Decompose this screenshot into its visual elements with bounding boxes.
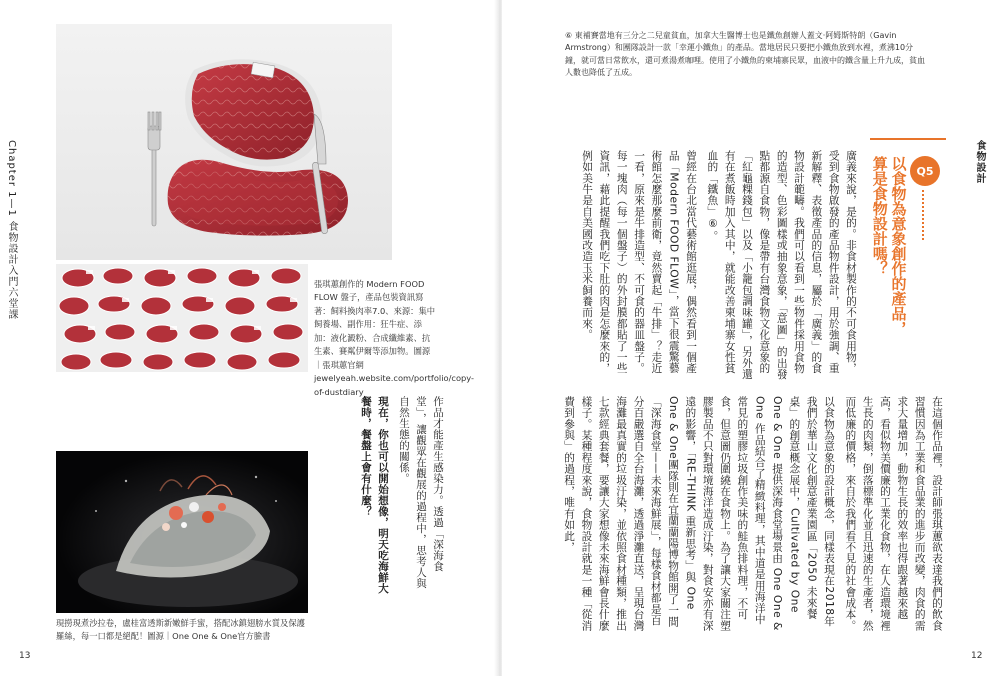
right-body-paragraph: 廣義來說，是的。非食材製作的不可食用物，受到食物啟發的產品物件設計，用於強調、重新解釋、表徵產品的信息，屬於「廣義」的食物設計範疇。我們可以看到一些物件採用食物的造型、色彩圖樣或抽象意象，「意圖」的出發點都源自食物，像是帶有台灣食物文化意象的「紅龜粿錢包」以及「小籠包調味罐」，另外還有在煮飯時加入其中，就能改善柬埔寨女性貧血的「鐵魚」⑥。 [706, 150, 858, 380]
figure-caption-top: 張琪蕙創作的 Modern FOOD FLOW 盤子，產品包裝資訊寫著：飼料換肉率7.0、來源：集中飼養場、副作用：狂牛症、添加：液化澱粉、合成纖維素、抗生素、賽粼伊爾等添加物。圖源｜張琪蕙官網jewelyeah.website.com/portfolio/copy-of-dustdiary [314, 279, 475, 397]
fork-icon [148, 112, 161, 226]
footnote [565, 30, 925, 80]
seafood-dish-illustration [56, 451, 308, 613]
right-page [502, 0, 999, 676]
upper-steak-plate [185, 59, 322, 166]
running-head-left: Chapter 1—1 食物設計入門六堂課 [6, 140, 17, 321]
right-body-paragraph: 在這個作品裡，設計師張琪蕙欲表達我們的飲食習慣因為工業和食品業的進步而改變，肉食的需求大量增加，動物生長的效率也得跟著越來越高，看似物美價廉的工業化食物，在人造環境裡生長的肉類，倒落標準化並且迅速的生產者，然而低廉的價格，來自於我們看不見的社會成本。 [844, 396, 944, 632]
question-title: 以食物為意象創作的產品，算是食物設計嗎？ [870, 156, 908, 336]
steak-plates-illustration [56, 24, 392, 260]
figure-meat-tray-grid [56, 264, 308, 372]
left-page [0, 0, 497, 676]
figure-seafood-dish [56, 451, 308, 613]
folio-right: 12 [971, 651, 983, 661]
figure-steak-plates [56, 24, 392, 260]
footnote-marker: ⑥ [565, 31, 573, 40]
question-badge: Q5 [910, 156, 940, 186]
question-block [870, 138, 946, 350]
right-body-upper [574, 150, 860, 382]
running-head-right: 食物設計 [974, 140, 985, 184]
footnote-text: 東補賽當地有三分之二兒童貧血，加拿大生醫博士也是鐵魚創辦人蓋文·阿姆斯特朗（Gavin Armstrong）和團隊設計一款「幸運小鐵魚」的產品。當地居民只要把小鐵魚放到水裡，煮沸10分鐘，就可當日常飲水，還可煮湯煮咖哩。使用了小鐵魚的柬埔寨民眾，血液中的鐵含量上升九成，貧血人數也降低了五成。 [565, 31, 925, 78]
right-body-paragraph: 以食物為意象的設計概念，同樣表現在2018年我們於華山文化創意產業園區「2050 未來餐桌」的創意概念展中，Cultivated by One One & One 提供深海食堂場景由 One One & One 作品結合了精緻料理，其中道是用海洋中常見的塑膠垃圾創作美味的鮭魚排料理，不可食，但意圖仍圍繞在食物上。為了讓大家關注塑膠製品不只對環境海洋造成汙染，對食安亦有深遠的影響，「RE-THINK 重新思考」與 One One & One團隊則在宜蘭蘭陽博物館開了一間「深海食堂——未來海鮮展」，每樣食材都是百分百嚴選自全台海灘，透過淨灘直送，呈現台灣海灘最真實的垃圾汙染，並依照食材種類，推出七款經典套餐，要讓大家想像未來海鮮會長什麼樣子。某種程度來說，食物設計就是一種「從消費到參與」的過程，唯有如此， [563, 396, 837, 632]
left-body-paragraph: 作品才能產生感染力。透過「深海食堂」，讓觀眾在觀展的過程中，思考人與自然生態的關係。 [398, 396, 444, 589]
right-body-lower [564, 396, 946, 632]
question-dotted-rule [922, 190, 926, 240]
folio-left: 13 [19, 651, 31, 661]
left-body-paragraph: 現在，你也可以開始想像，明天吃海鮮大餐時，餐盤上會有什麼？ [360, 396, 389, 594]
meat-tray-grid-illustration [56, 264, 308, 372]
figure-caption-bottom: 現撈現煮沙拉卷，盧桂富透斯新嫩鮮手蜜，搭配冰鎮翅膀水質及保護羅絲，每一口都是絕配！圖源｜One One & One官方臉書 [56, 618, 305, 642]
left-body-text [318, 396, 446, 596]
right-body-paragraph: 曾經在台北當代藝術館逛展，偶然看到一個產品「Modern FOOD FLOW」，當下很震驚藝術館怎麼那麼前衛，竟然賣起「牛排」？走近一看，原來是牛排造型、不可食的器皿盤子。每一塊肉（每一個盤子）的外封膜都貼了一些資訊，藉此提醒我們吃下肚的肉是怎麼來的，例如美牛是自美國改造玉米飼養而來。 [581, 150, 699, 374]
